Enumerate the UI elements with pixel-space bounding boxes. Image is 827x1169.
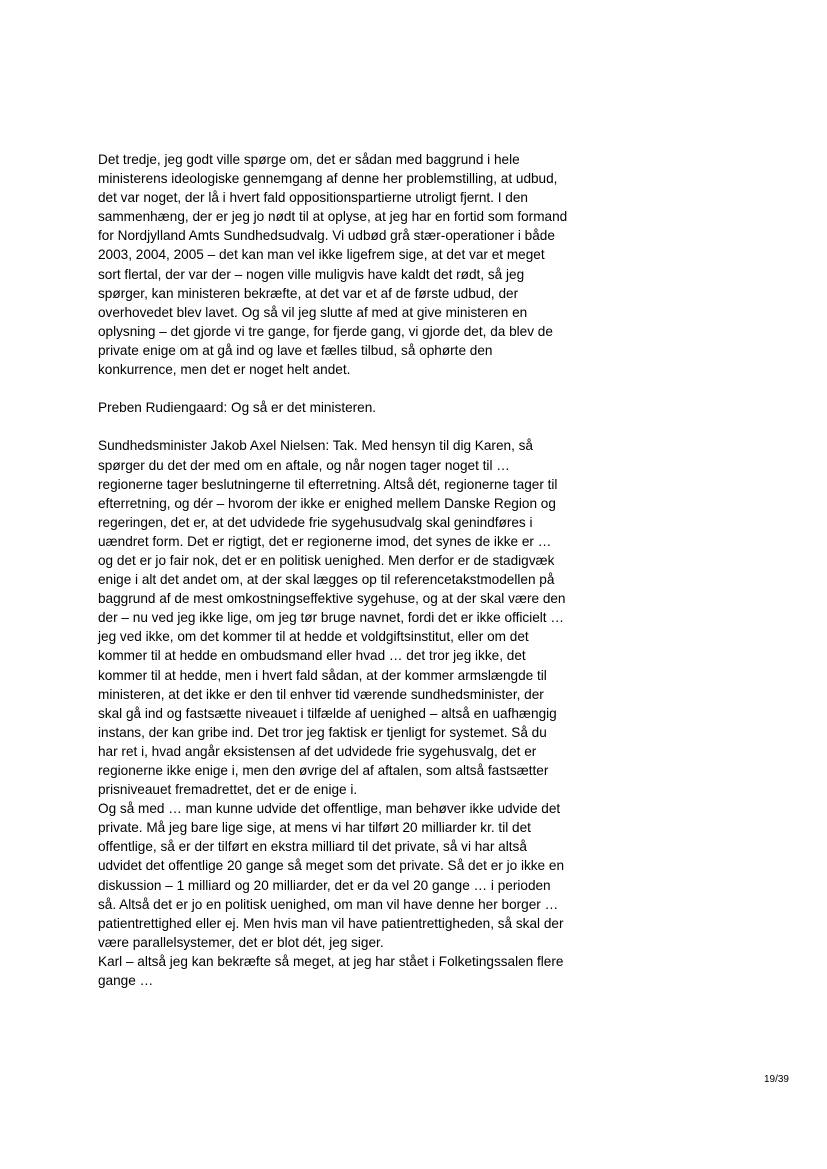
paragraph-minister-answer: Sundhedsminister Jakob Axel Nielsen: Tak. Med hensyn til dig Karen, så spørger du det der med om en aftale, og når nogen tager noget til … regionerne tager beslutningerne til efterretning. Altså dét, regionerne tager til efterretning, og dér – hvorom der ikke er enighed mellem Danske Region og regeringen, det er, at det udvidede frie sygehusudvalg skal genindføres i uændret form. Det er rigtigt, det er regionerne imod, det synes de ikke er … og det er jo fair nok, det er en politisk uenighed. Men derfor er de stadigvæk enige i alt det andet om, at der skal lægges op til referencetakstmodellen på baggrund af de mest omkostningseffektive sygehuse, og at der skal være den der – nu ved jeg ikke lige, om jeg tør bruge navnet, fordi det er ikke officielt … jeg ved ikke, om det kommer til at hedde et voldgiftsinstitut, eller om det kommer til at hedde en ombudsmand eller hvad … det tror jeg ikke, det kommer til at hedde, men i hvert fald sådan, at der kommer armslængde til ministeren, at det ikke er den til enhver tid værende sundhedsminister, der skal gå ind og fastsætte niveauet i tilfælde af uenighed – altså en uafhængig instans, der kan gribe ind. Det tror jeg faktisk er tjenligt for systemet. Så du har ret i, hvad angår eksistensen af det udvidede frie sygehusvalg, det er regionerne ikke enige i, men den øvrige del af aftalen, som altså fastsætter prisniveauet fremadrettet, det er de enige i. bbox=[98, 438, 566, 798]
paragraph-question: Det tredje, jeg godt ville spørge om, det er sådan med baggrund i hele ministerens ideologiske gennemgang af denne her problemstilling, at udbud, det var noget, der lå i hvert fald oppositionspartierne utroligt fjernt. I den sammenhæng, der er jeg jo nødt til at oplyse, at jeg har en fortid som formand for Nordjylland Amts Sundhedsudvalg. Vi udbød grå stær-operationer i både 2003, 2004, 2005 – det kan man vel ikke ligefrem sige, at det var et meget sort flertal, der var der – nogen ville muligvis have kaldt det rødt, så jeg spørger, kan ministeren bekræfte, at det var et af de første udbud, der overhovedet blev lavet. Og så vil jeg slutte af med at give ministeren en oplysning – det gjorde vi tre gange, for fjerde gang, vi gjorde det, da blev de private enige om at gå ind og lave et fælles tilbud, så ophørte den konkurrence, men det er noget helt andet. bbox=[98, 152, 568, 378]
paragraph-minister-continued: Og så med … man kunne udvide det offentlige, man behøver ikke udvide det private. Må jeg bare lige sige, at mens vi har tilført 20 milliarder kr. til det offentlige, så er der tilført en ekstra milliard til det private, så vi har altså udvidet det offentlige 20 gange så meget som det private. Så det er jo ikke en diskussion – 1 milliard og 20 milliarder, det er da vel 20 gange … i perioden så. Altså det er jo en politisk uenighed, om man vil have denne her borger … patientrettighed eller ej. Men hvis man vil have patientrettigheden, så skal der være parallelsystemer, det er blot dét, jeg siger. bbox=[98, 801, 565, 950]
document-body bbox=[98, 150, 738, 990]
page-number: 19/39 bbox=[763, 1074, 789, 1085]
paragraph-minister-karl: Karl – altså jeg kan bekræfte så meget, at jeg har stået i Folketingssalen flere gange … bbox=[98, 953, 564, 989]
paragraph-gap bbox=[98, 417, 738, 436]
paragraph-chair: Preben Rudiengaard: Og så er det ministeren. bbox=[98, 400, 377, 416]
paragraph-gap bbox=[98, 379, 738, 398]
